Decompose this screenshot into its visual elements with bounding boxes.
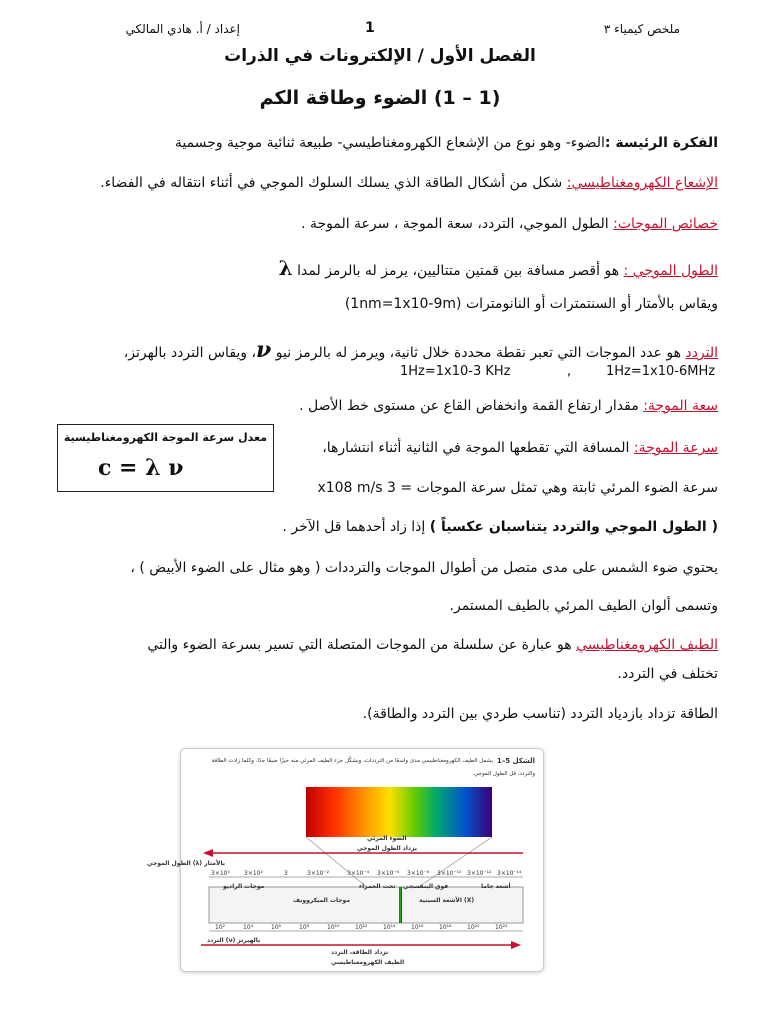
wl-tick: 3 [284, 870, 288, 877]
wavelength-label: الطول الموجي : [623, 263, 718, 279]
em-radiation-paragraph [40, 175, 718, 191]
amplitude-paragraph [40, 398, 718, 414]
visible-slice [399, 887, 402, 923]
region-gamma: أشعة جاما [481, 883, 511, 890]
visible-spectrum-paragraph: وتسمى ألوان الطيف المرئي بالطيف المستمر. [449, 598, 718, 614]
amplitude-label: سعة الموجة: [643, 398, 718, 414]
region-microwave: موجات الميكروويف [293, 897, 351, 904]
em-spectrum-text2: تختلف في التردد. [617, 666, 718, 682]
formula-box [57, 424, 274, 492]
em-spectrum-paragraph [40, 637, 718, 653]
wavelength-increase-label: يزداد الطول الموجي [357, 845, 417, 852]
main-idea-paragraph [40, 135, 718, 151]
wl-tick: 3×10⁻¹⁰ [437, 870, 462, 877]
main-idea-label: الفكرة الرئيسة : [604, 135, 718, 151]
sunlight-paragraph: يحتوي ضوء الشمس على مدى متصل من أطوال الموجات والترددات ( وهو مثال على الضوء الأبيض ) ، [130, 560, 718, 576]
amplitude-text: مقدار ارتفاع القمة وانخفاض القاع عن مستوى خط الأصل . [299, 398, 644, 414]
wave-speed-formula: c = λ ν [98, 455, 184, 481]
freq-tick: 10² [215, 924, 226, 931]
freq-tick: 10¹⁰ [327, 924, 340, 931]
energy-increase-label: تزداد الطاقة، التردد [331, 949, 389, 956]
speed-value: سرعة الضوء المرئي ثابتة وهي تمثل سرعة الموجات = 3 x108 m/s [317, 480, 718, 496]
wl-tick: 3×10⁻⁴ [347, 870, 370, 877]
em-spectrum-label: الطيف الكهرومغناطيسي [576, 637, 718, 653]
chapter-title: الفصل الأول / الإلكترونات في الذرات [224, 46, 536, 66]
wavelength-paragraph [40, 256, 718, 280]
region-xray: الأشعة السينية (X) [419, 897, 475, 904]
speed-paragraph [290, 440, 718, 456]
header-author: إعداد / أ. هادي المالكي [125, 22, 240, 36]
speed-label: سرعة الموجة: [633, 440, 718, 456]
frequency-unit-khz: 1Hz=1x10-3 KHz [400, 364, 511, 379]
frequency-paragraph [40, 337, 718, 363]
em-spectrum-text: هو عبارة عن سلسلة من الموجات المتصلة التي تسير بسرعة الضوء والتي [147, 637, 577, 653]
wave-props-text: الطول الموجي، التردد، سعة الموجة ، سرعة الموجة . [301, 216, 614, 232]
wl-tick: 3×10⁻¹⁴ [497, 870, 522, 877]
header-left-note [604, 22, 680, 36]
wavelength-text: هو أقصر مسافة بين قمتين متتاليين، يرمز له بالرمز لمدا [297, 263, 624, 279]
region-infrared: تحت الحمراء [359, 883, 396, 890]
frequency-text2: ، ويقاس التردد بالهرتز، [123, 345, 257, 361]
frequency-unit-sep: , [567, 364, 572, 379]
nu-symbol: ν [256, 337, 272, 363]
em-radiation-label: الإشعاع الكهرومغناطيسي: [566, 175, 718, 191]
wl-tick: 3×10⁻⁸ [407, 870, 430, 877]
region-radio: موجات الراديو [223, 883, 265, 890]
freq-tick: 10¹⁴ [383, 924, 396, 931]
page-number: 1 [365, 20, 375, 36]
header-left-text: ملخص كيمياء ٣ [603, 22, 680, 36]
em-radiation-text: شكل من أشكال الطاقة الذي يسلك السلوك الموجي في أثناء انتقاله في الفضاء. [100, 175, 567, 191]
freq-tick: 10²² [495, 924, 508, 931]
frequency-unit-mhz: 1Hz=1x10-6MHz [606, 364, 716, 379]
inverse-relation-text: إذا زاد أحدهما قل الآخر . [282, 519, 430, 535]
wave-props-paragraph [40, 216, 718, 232]
visible-light-label: الضوء المرئي [367, 835, 407, 842]
energy-relation-paragraph: الطاقة تزداد بازدياد التردد (تناسب طردي بين التردد والطاقة). [362, 706, 718, 722]
em-spectrum-figure [146, 748, 544, 972]
wavelength-arrow-head [203, 849, 213, 857]
figure-caption-label: الشكل 5–1 [496, 757, 535, 765]
wl-tick: 3×10⁵ [211, 870, 230, 877]
frequency-axis-label: التردد (ν) بالهيرتز [207, 937, 261, 944]
freq-tick: 10¹⁸ [439, 924, 452, 931]
freq-tick: 10¹⁶ [411, 924, 424, 931]
frequency-label: التردد [685, 345, 718, 361]
energy-arrow-head [511, 941, 521, 949]
freq-tick: 10⁸ [299, 924, 310, 931]
region-band [209, 887, 523, 923]
freq-tick: 10⁶ [271, 924, 282, 931]
wavelength-axis-label: الطول الموجي (λ) بالأمتار [146, 860, 225, 867]
wl-tick: 3×10² [244, 870, 263, 877]
figure-caption-2: والتردد، قل الطول الموجي. [472, 771, 535, 777]
inverse-relation-paragraph [40, 519, 718, 535]
region-ultraviolet: فوق البنفسجي [403, 883, 449, 890]
spectrum-label: الطيف الكهرومغناطيسي [331, 959, 405, 966]
wave-props-label: خصائص الموجات: [613, 216, 718, 232]
wl-tick: 3×10⁻¹² [467, 870, 492, 877]
formula-box-title: معدل سرعة الموجة الكهرومغناطيسية [63, 431, 267, 444]
freq-tick: 10⁴ [243, 924, 254, 931]
wavelength-units: ويقاس بالأمتار أو السنتمترات أو النانومترات (1nm=1x10-9m) [344, 296, 718, 312]
figure-caption: يشمل الطيف الكهرومغناطيسي مدى واسعًا من الترددات، ويشكّل جزء الطيف المرئي منه حيزًا ضيقًا جدًا. وكلما زادت الطاقة [211, 758, 493, 764]
section-title: (1 – 1) الضوء وطاقة الكم [259, 87, 501, 109]
main-idea-text: الضوء- وهو نوع من الإشعاع الكهرومغناطيسي- طبيعة ثنائية موجية وجسمية [174, 135, 605, 151]
speed-text: المسافة التي تقطعها الموجة في الثانية أثناء انتشارها، [322, 440, 634, 456]
wl-tick: 3×10⁻⁶ [377, 870, 400, 877]
inverse-relation-bold: ( الطول الموجي والتردد يتناسبان عكسياً ) [429, 519, 718, 535]
lambda-symbol: λ [278, 256, 293, 280]
freq-tick: 10²⁰ [467, 924, 480, 931]
frequency-text: هو عدد الموجات التي تعبر نقطة محددة خلال ثانية، ويرمز له بالرمز نيو [275, 345, 686, 361]
wl-tick: 3×10⁻² [307, 870, 330, 877]
freq-tick: 10¹² [355, 924, 368, 931]
